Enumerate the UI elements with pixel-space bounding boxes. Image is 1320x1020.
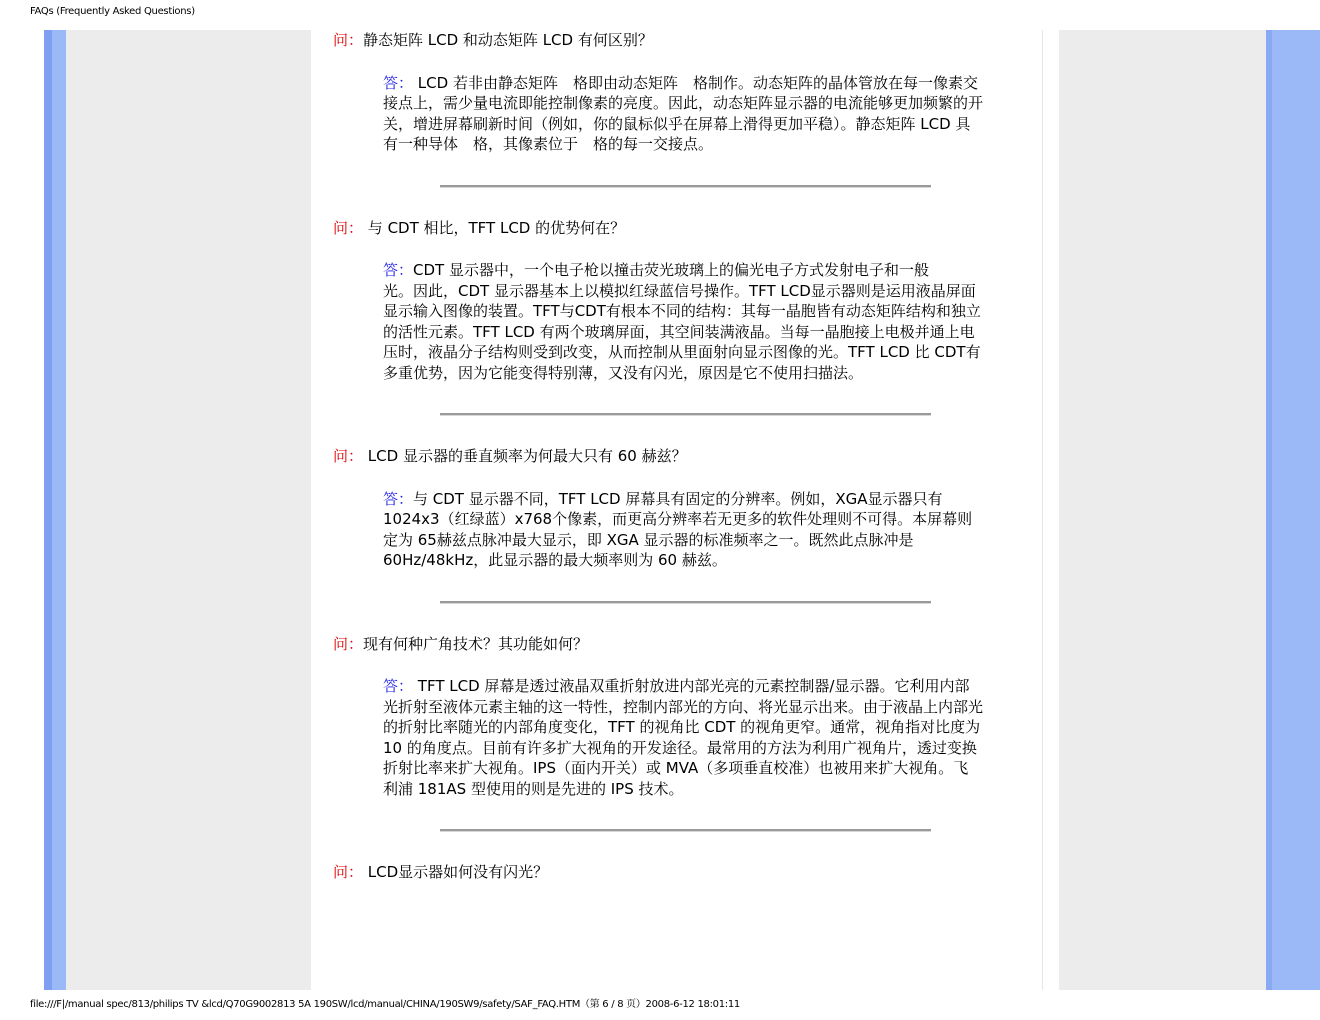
left-border-stripe: [44, 30, 52, 990]
question-text: LCD显示器如何没有闪光？: [367, 863, 549, 881]
faq-question: [333, 446, 993, 467]
question-label: 问：: [333, 634, 364, 653]
answer-label: 答：: [383, 261, 414, 279]
question-text: 现有何种广角技术？其功能如何？: [363, 634, 589, 653]
question-label: 问：: [333, 863, 364, 881]
question-label: 问：: [333, 447, 364, 465]
section-divider: [440, 185, 931, 188]
answer-label: 答：: [383, 489, 414, 508]
question-text: LCD 显示器的垂直频率为何最大只有 60 赫兹？: [367, 447, 687, 465]
section-divider: [440, 413, 931, 416]
faq-question: [333, 218, 993, 239]
faq-answer: [383, 260, 983, 383]
right-blue-border: [1266, 30, 1320, 990]
content-right-edge: [1042, 30, 1060, 990]
question-text: 静态矩阵 LCD 和动态矩阵 LCD 有何区别？: [363, 31, 653, 49]
faq-question: [333, 634, 993, 655]
answer-text: TFT LCD 屏幕是透过液晶双重折射放进内部光亮的元素控制器/显示器。它利用内部光折射至液体元素主轴的这一特性，控制内部光的方向、将光显示出来。由于液晶上内部光的折射比率随光的内部角度变化，TFT 的视角比 CDT 的视角更窄。通常，视角指对比度为 10 的角度点。目前有许多扩大视角的开发途径。最常用的方法为利用广视角片，透过变换折射比率来扩大视角。IPS（面内开关）或 MVA（多项垂直校准）也被用来扩大视角。飞利浦 181AS 型使用的则是先进的 IPS 技术。: [383, 677, 984, 798]
left-gray-panel: [66, 30, 311, 990]
faq-answer: [383, 73, 983, 155]
answer-label: 答：: [383, 73, 414, 92]
question-text: 与 CDT 相比，TFT LCD 的优势何在？: [367, 218, 626, 237]
section-divider: [440, 829, 931, 832]
right-gray-panel: [1059, 30, 1266, 990]
question-label: 问：: [333, 218, 364, 237]
answer-label: 答：: [383, 677, 414, 695]
answer-text: CDT 显示器中，一个电子枪以撞击荧光玻璃上的偏光电子方式发射电子和一般: [413, 261, 929, 279]
answer-text: 与 CDT 显示器不同，TFT LCD 屏幕具有固定的分辨率。例如，XGA显示器只有1024x3（红绿蓝）x768个像素，而更高分辨率若无更多的软件处理则不可得。本屏幕则定为 65赫兹点脉冲最大显示，即 XGA 显示器的标准频率之一。既然此点脉冲是 60Hz/48kHz，此显示器的最大频率则为 60 赫兹。: [383, 489, 973, 569]
right-border-stripe: [1266, 30, 1272, 990]
file-path-footer: file:///F|/manual spec/813/philips TV &lcd/Q70G9002813 5A 190SW/lcd/manual/CHINA/190SW9/safety/SAF_FAQ.HTM（第 6 / 8 页）2008-6-12 18:01:11: [30, 999, 740, 1010]
answer-text-continued: 光。因此，CDT 显示器基本上以模拟红绿蓝信号操作。TFT LCD显示器则是运用液晶屏面显示输入图像的装置。TFT与CDT有根本不同的结构：其每一晶胞皆有动态矩阵结构和独立的活性元素。TFT LCD 有两个玻璃屏面，其空间装满液晶。当每一晶胞接上电极并通上电压时，液晶分子结构则受到改变，从而控制从里面射向显示图像的光。TFT LCD 比 CDT有多重优势，因为它能变得特别薄，又没有闪光，原因是它不使用扫描法。: [383, 281, 981, 382]
question-label: 问：: [333, 31, 364, 49]
answer-text: LCD 若非由静态矩阵 格即由动态矩阵 格制作。动态矩阵的晶体管放在每一像素交接点上，需少量电流即能控制像素的亮度。因此，动态矩阵显示器的电流能够更加频繁的开关，增进屏幕刷新时间（例如，你的鼠标似乎在屏幕上滑得更加平稳）。静态矩阵 LCD 具有一种导体 格，其像素位于 格的每一交接点。: [383, 73, 984, 153]
faq-question: [333, 30, 993, 51]
section-divider: [440, 601, 931, 604]
faq-answer: [383, 676, 983, 799]
faq-question: [333, 862, 993, 883]
page-title: FAQs (Frequently Asked Questions): [30, 6, 195, 17]
faq-content: [333, 30, 993, 883]
faq-answer: [383, 489, 983, 571]
